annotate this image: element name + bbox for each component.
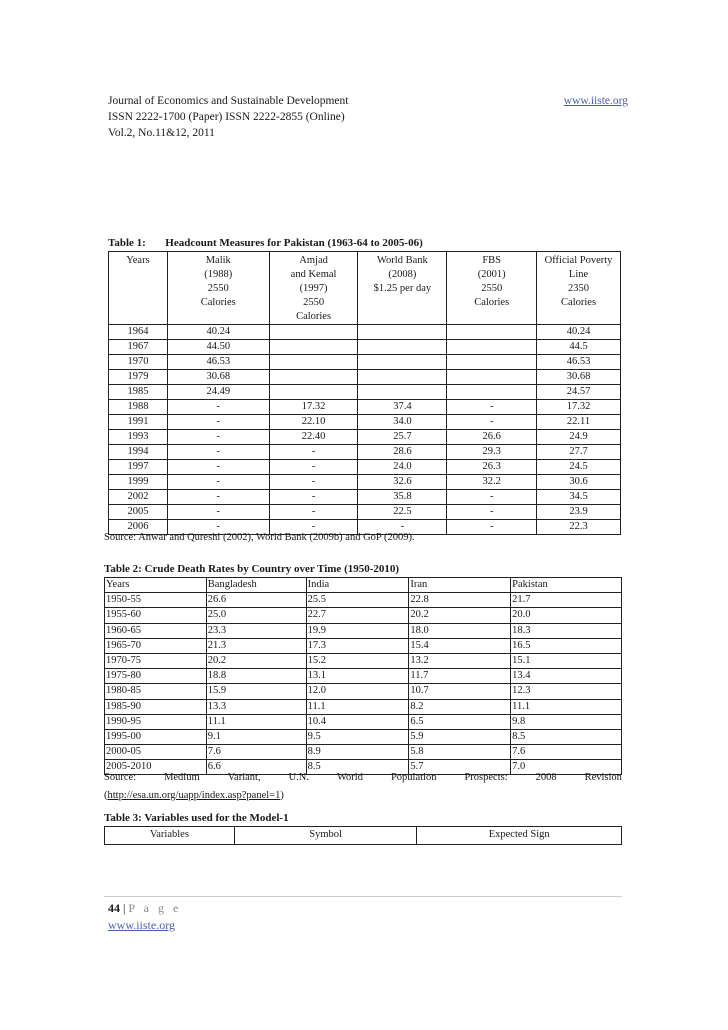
table2-cell: 6.6 xyxy=(206,760,306,775)
table1-cell xyxy=(269,355,358,370)
table2-cell: 12.0 xyxy=(306,684,409,699)
table1-cell: - xyxy=(269,490,358,505)
table2-cell: 21.3 xyxy=(206,638,306,653)
table1-cell: 25.7 xyxy=(358,430,447,445)
table1-cell: 30.6 xyxy=(569,476,588,487)
table1-cell: - xyxy=(167,400,269,415)
table1-column-header xyxy=(537,252,621,325)
table2-cell: 1995-00 xyxy=(105,729,207,744)
table1-cell xyxy=(269,385,358,400)
table2-cell: 18.3 xyxy=(511,623,622,638)
table2-source xyxy=(104,769,622,805)
source-paren-close: ) xyxy=(280,790,284,801)
table2-source-line xyxy=(104,769,622,787)
table1-cell: 2005 xyxy=(109,505,168,520)
table1-header-line: Years xyxy=(126,255,150,266)
table1-row xyxy=(109,355,621,370)
table2-cell: 18.8 xyxy=(206,669,306,684)
table2-cell: 15.9 xyxy=(206,684,306,699)
table1-row xyxy=(109,370,621,385)
table3-header-row xyxy=(105,827,622,845)
table1-header-line: Calories xyxy=(296,311,332,322)
table1-cell: 1993 xyxy=(109,430,168,445)
journal-title: Journal of Economics and Sustainable Development xyxy=(108,95,349,107)
table1-cell: 24.49 xyxy=(167,385,269,400)
table2-row xyxy=(105,714,622,729)
table2-header-row xyxy=(105,578,622,593)
table1-cell: - xyxy=(167,445,269,460)
table2-cell: 6.5 xyxy=(409,714,511,729)
table1-cell: - xyxy=(447,520,537,535)
table1-cell: 17.32 xyxy=(566,401,591,412)
footer-divider xyxy=(104,896,622,897)
table1-row xyxy=(109,505,621,520)
table1-cell: 27.7 xyxy=(569,446,588,457)
table1-row xyxy=(109,385,621,400)
table2-cell: 18.0 xyxy=(409,623,511,638)
table1-row xyxy=(109,445,621,460)
table1-row xyxy=(109,430,621,445)
table1-cell: 1994 xyxy=(109,445,168,460)
table2-cell: 23.3 xyxy=(206,623,306,638)
table2-cell: 20.2 xyxy=(206,653,306,668)
table1-cell: 2006 xyxy=(109,520,168,535)
page-number: 44 xyxy=(108,901,120,915)
table1-cell xyxy=(358,355,447,370)
table3-column-header: Symbol xyxy=(234,827,417,845)
table2-cell: 11.7 xyxy=(409,669,511,684)
table1-cell: - xyxy=(447,490,537,505)
table2-column-header: Years xyxy=(105,578,207,593)
table2-row xyxy=(105,684,622,699)
table2-cell: 9.5 xyxy=(306,729,409,744)
table1-header-line: Calories xyxy=(200,297,236,308)
source-word: Prospects: xyxy=(464,772,508,783)
table1-column-header xyxy=(109,252,168,325)
table1-row xyxy=(109,400,621,415)
table1-cell xyxy=(269,370,358,385)
table1-cell xyxy=(447,370,537,385)
table1-column-header xyxy=(269,252,358,325)
table1-header-line: 2550 xyxy=(303,297,325,308)
table1-cell: - xyxy=(167,490,269,505)
table2-cell: 10.4 xyxy=(306,714,409,729)
table1-cell: - xyxy=(269,460,358,475)
table2-cell: 22.8 xyxy=(409,593,511,608)
table1-cell: 40.24 xyxy=(167,325,269,340)
source-word: Source: xyxy=(104,772,137,783)
table1-header-row xyxy=(109,252,621,325)
source-word: U.N. xyxy=(288,772,309,783)
table2-cell: 20.0 xyxy=(511,608,622,623)
table1-caption-number: Table 1: xyxy=(108,237,146,249)
page-word: P a g e xyxy=(128,901,182,915)
table1-header-line: 2550 xyxy=(207,283,229,294)
table2-cell: 8.5 xyxy=(306,760,409,775)
table1-cell: 1988 xyxy=(109,400,168,415)
table1-cell: 40.24 xyxy=(566,326,591,337)
table1-header-line: (2001) xyxy=(477,269,506,280)
table2-source-link-line xyxy=(104,787,622,805)
table2-cell: 9.1 xyxy=(206,729,306,744)
table2-cell: 1975-80 xyxy=(105,669,207,684)
table2-cell: 13.3 xyxy=(206,699,306,714)
table2-cell: 11.1 xyxy=(306,699,409,714)
table1-header-line: Amjad xyxy=(299,255,328,266)
table2-cell: 8.5 xyxy=(511,729,622,744)
table1-cell: 22.3 xyxy=(569,521,588,532)
table1-row xyxy=(109,415,621,430)
table1-header-line: 2550 xyxy=(481,283,503,294)
journal-issn: ISSN 2222-1700 (Paper) ISSN 2222-2855 (Online) xyxy=(108,111,345,123)
table1-cell: 26.3 xyxy=(447,460,537,475)
table1-cell: - xyxy=(269,520,358,535)
table1-cell: - xyxy=(269,505,358,520)
table1-cell: 37.4 xyxy=(358,400,447,415)
table2-cell: 2005-2010 xyxy=(105,760,207,775)
table1-cell: 22.10 xyxy=(269,415,358,430)
table2-cell: 1985-90 xyxy=(105,699,207,714)
table3-model-variables xyxy=(104,826,622,845)
table2-cell: 1970-75 xyxy=(105,653,207,668)
table2-caption: Table 2: Crude Death Rates by Country over Time (1950-2010) xyxy=(104,563,400,575)
table1-header-line: 2350 xyxy=(568,283,590,294)
table1-row xyxy=(109,490,621,505)
table2-cell: 20.2 xyxy=(409,608,511,623)
table1-cell: 46.53 xyxy=(566,356,591,367)
table2-cell: 26.6 xyxy=(206,593,306,608)
page-separator: | xyxy=(120,901,129,915)
table2-cell: 1980-85 xyxy=(105,684,207,699)
table1-cell: - xyxy=(167,475,269,490)
table2-row xyxy=(105,669,622,684)
table1-cell xyxy=(447,325,537,340)
table1-cell: 28.6 xyxy=(358,445,447,460)
table1-header-line: Official Poverty xyxy=(544,255,613,266)
table1-cell: 1999 xyxy=(109,475,168,490)
table2-cell: 10.7 xyxy=(409,684,511,699)
table1-cell: - xyxy=(167,520,269,535)
table1-cell xyxy=(447,340,537,355)
table1-source: Source: Anwar and Qureshi (2002), World Bank (2009b) and GoP (2009). xyxy=(104,532,415,543)
table1-cell: - xyxy=(167,415,269,430)
table2-cell: 7.6 xyxy=(511,745,622,760)
table1-row xyxy=(109,460,621,475)
table1-cell: 35.8 xyxy=(358,490,447,505)
table1-header-line: Malik xyxy=(205,255,231,266)
table1-cell: 26.6 xyxy=(447,430,537,445)
table2-row xyxy=(105,745,622,760)
table2-cell: 1990-95 xyxy=(105,714,207,729)
table1-cell: 44.50 xyxy=(167,340,269,355)
table2-cell: 1960-65 xyxy=(105,623,207,638)
source-word: Revision xyxy=(584,772,622,783)
table1-cell xyxy=(447,385,537,400)
journal-volume: Vol.2, No.11&12, 2011 xyxy=(108,127,215,139)
table2-cell: 21.7 xyxy=(511,593,622,608)
table2-cell: 7.0 xyxy=(512,761,526,773)
table1-caption-title: Headcount Measures for Pakistan (1963-64 to 2005-06) xyxy=(165,237,423,249)
table1-cell: 1970 xyxy=(109,355,168,370)
table2-cell: 5.9 xyxy=(409,729,511,744)
table2-cell: 16.5 xyxy=(511,638,622,653)
table1-cell: 22.5 xyxy=(358,505,447,520)
table1-header-line: FBS xyxy=(482,255,502,266)
table1-cell: 34.5 xyxy=(569,491,588,502)
table2-cell: 8.9 xyxy=(306,745,409,760)
table1-cell: - xyxy=(269,475,358,490)
table1-cell: 1964 xyxy=(109,325,168,340)
table1-cell: 23.9 xyxy=(569,506,588,517)
table1-cell: - xyxy=(447,400,537,415)
table1-cell xyxy=(269,325,358,340)
table1-header-line: (1988) xyxy=(204,269,233,280)
table2-row xyxy=(105,638,622,653)
table1-cell: - xyxy=(167,430,269,445)
table1-cell: 24.9 xyxy=(569,431,588,442)
table1-header-line: and Kemal xyxy=(290,269,337,280)
table1-cell: 34.0 xyxy=(358,415,447,430)
table1-cell: - xyxy=(167,505,269,520)
table3-caption: Table 3: Variables used for the Model-1 xyxy=(104,812,289,824)
table2-crude-death-rates xyxy=(104,577,622,775)
table2-cell: 1955-60 xyxy=(105,608,207,623)
table2-row xyxy=(105,593,622,608)
table1-cell: 1979 xyxy=(109,370,168,385)
source-word: Population xyxy=(390,772,437,783)
table1-cell: - xyxy=(447,505,537,520)
table2-cell: 12.3 xyxy=(511,684,622,699)
table1-column-header xyxy=(358,252,447,325)
table1-header-line: Calories xyxy=(474,297,510,308)
table1-cell: 1991 xyxy=(109,415,168,430)
page-header xyxy=(108,93,628,141)
table2-row xyxy=(105,623,622,638)
table1-cell: 22.11 xyxy=(566,416,591,427)
table2-cell: 7.6 xyxy=(206,745,306,760)
table2-column-header: Iran xyxy=(409,578,511,593)
table1-row xyxy=(109,475,621,490)
table1-cell: 24.0 xyxy=(358,460,447,475)
table2-column-header: Pakistan xyxy=(511,578,622,593)
table2-cell: 11.1 xyxy=(511,699,622,714)
table2-cell: 11.1 xyxy=(206,714,306,729)
table2-cell: 15.4 xyxy=(409,638,511,653)
table2-cell: 19.9 xyxy=(306,623,409,638)
table2-cell: 13.1 xyxy=(306,669,409,684)
table2-cell: 8.2 xyxy=(409,699,511,714)
table1-cell: 1967 xyxy=(109,340,168,355)
table2-cell: 5.8 xyxy=(409,745,511,760)
table1-cell: - xyxy=(167,460,269,475)
header-url-link[interactable]: www.iiste.org xyxy=(563,95,628,107)
table2-row xyxy=(105,608,622,623)
table1-row xyxy=(109,325,621,340)
table2-column-header: Bangladesh xyxy=(206,578,306,593)
table2-cell: 13.2 xyxy=(409,653,511,668)
footer-site-link[interactable]: www.iiste.org xyxy=(108,918,175,932)
table2-column-header: India xyxy=(306,578,409,593)
table2-cell: 1965-70 xyxy=(105,638,207,653)
table1-cell: - xyxy=(358,520,447,535)
table1-cell xyxy=(447,355,537,370)
table1-cell xyxy=(358,340,447,355)
table1-header-line: Line xyxy=(568,269,589,280)
table2-row xyxy=(105,653,622,668)
source-word: Medium xyxy=(164,772,200,783)
table1-cell: 30.68 xyxy=(566,371,591,382)
table1-cell: 17.32 xyxy=(269,400,358,415)
table1-cell: 2002 xyxy=(109,490,168,505)
table2-cell: 1950-55 xyxy=(105,593,207,608)
table3-column-header: Variables xyxy=(105,827,235,845)
table1-header-line: World Bank xyxy=(376,255,428,266)
table1-header-line: $1.25 per day xyxy=(373,283,432,294)
table3-column-header: Expected Sign xyxy=(488,829,550,840)
table2-cell: 25.0 xyxy=(206,608,306,623)
table1-cell: 24.57 xyxy=(566,386,591,397)
table2-row xyxy=(105,699,622,714)
table1-header-line: (1997) xyxy=(299,283,328,294)
table1-header-line: Calories xyxy=(561,297,597,308)
table1-cell: 44.5 xyxy=(569,341,588,352)
table2-cell: 15.2 xyxy=(306,653,409,668)
table1-cell: 30.68 xyxy=(167,370,269,385)
table2-cell: 5.7 xyxy=(409,760,511,775)
table2-cell: 25.5 xyxy=(306,593,409,608)
table1-cell xyxy=(358,325,447,340)
table2-cell: 13.4 xyxy=(511,669,622,684)
table1-cell: 1985 xyxy=(109,385,168,400)
table1-cell: 32.2 xyxy=(447,475,537,490)
table1-cell: 29.3 xyxy=(447,445,537,460)
table2-cell: 17.3 xyxy=(306,638,409,653)
table1-cell xyxy=(269,340,358,355)
table1-headcount-measures xyxy=(108,251,621,535)
table1-cell xyxy=(358,385,447,400)
table1-cell: - xyxy=(447,415,537,430)
table2-cell: 15.1 xyxy=(511,653,622,668)
table1-cell xyxy=(358,370,447,385)
table2-row xyxy=(105,729,622,744)
table1-cell: - xyxy=(269,445,358,460)
table1-column-header xyxy=(167,252,269,325)
table1-row xyxy=(109,340,621,355)
table1-caption xyxy=(108,237,423,249)
table1-column-header xyxy=(447,252,537,325)
table2-cell: 22.7 xyxy=(306,608,409,623)
table2-cell: 9.8 xyxy=(511,714,622,729)
table1-cell: 1997 xyxy=(109,460,168,475)
table1-header-line: (2008) xyxy=(388,269,417,280)
table1-cell: 24.5 xyxy=(569,461,588,472)
source-word: Variant, xyxy=(227,772,261,783)
table2-cell: 2000-05 xyxy=(105,745,207,760)
table1-cell: 32.6 xyxy=(358,475,447,490)
un-population-link[interactable]: http://esa.un.org/uapp/index.asp?panel=1 xyxy=(107,790,281,801)
table1-cell: 46.53 xyxy=(167,355,269,370)
page-footer xyxy=(108,900,181,934)
source-word: World xyxy=(336,772,363,783)
table1-cell: 22.40 xyxy=(269,430,358,445)
source-paren-open: ( xyxy=(104,790,108,801)
source-word: 2008 xyxy=(535,772,557,783)
